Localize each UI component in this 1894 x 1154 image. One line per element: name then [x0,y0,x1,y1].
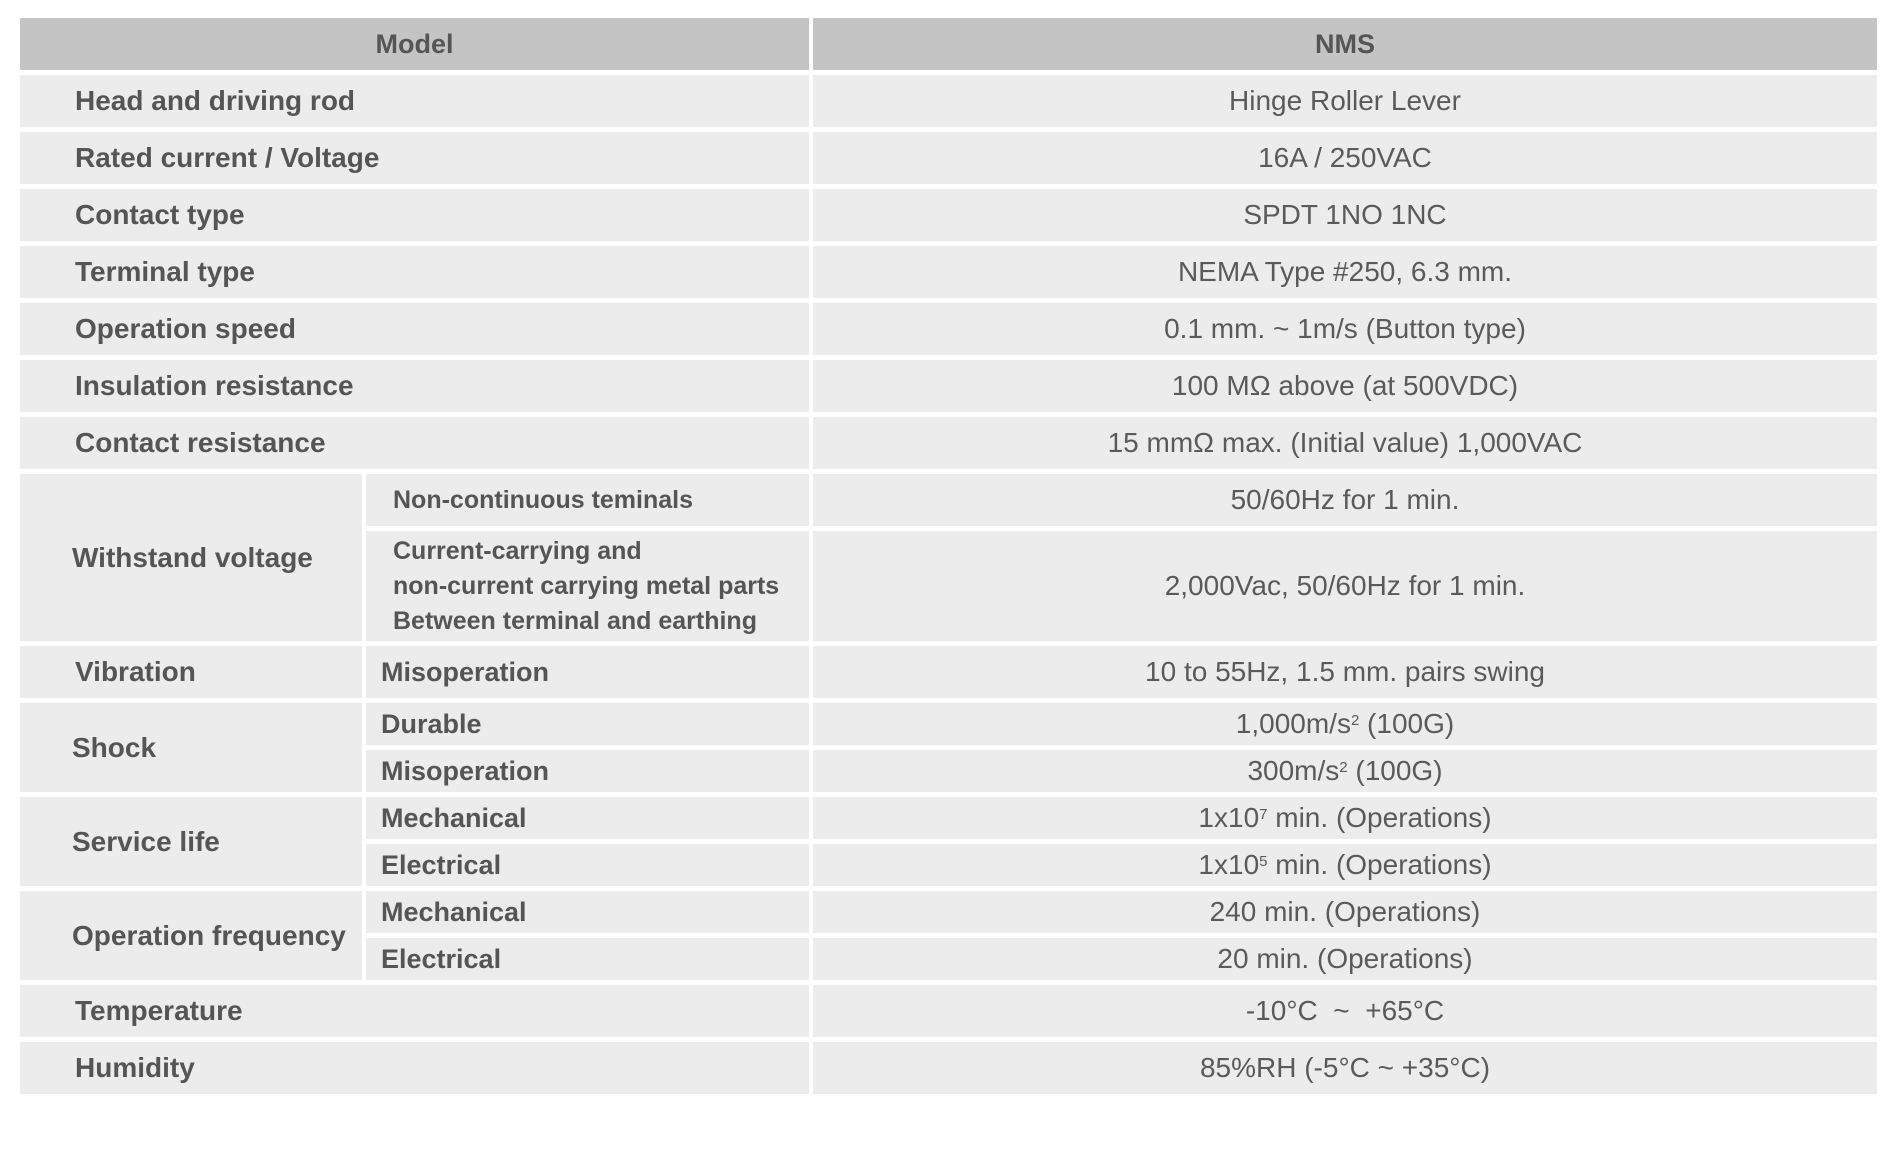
temperature-value: -10°C ~ +65°C [813,985,1877,1037]
row-label-contact-type: Contact type [20,189,809,241]
humidity-label: Humidity [20,1042,809,1094]
spec-table [20,18,1877,1094]
humidity-value: 85%RH (-5°C ~ +35°C) [813,1042,1877,1094]
service-life-mechanical-value-main: 1x10 [1198,802,1260,833]
row-label-insulation: Insulation resistance [20,360,809,412]
row-value-head: Hinge Roller Lever [813,75,1877,127]
shock-misoperation-exponent: 2 [1339,758,1348,776]
operation-frequency-mechanical-label: Mechanical [366,891,809,933]
row-value-terminal: NEMA Type #250, 6.3 mm. [813,246,1877,298]
withstand-sub2-line-2: non-current carrying metal parts [393,571,780,600]
row-label-speed: Operation speed [20,303,809,355]
operation-frequency-label: Operation frequency [20,891,362,980]
service-life-mechanical-label: Mechanical [366,797,809,839]
row-value-contact-resistance: 15 mmΩ max. (Initial value) 1,000VAC [813,417,1877,469]
withstand-sub2-value: 2,000Vac, 50/60Hz for 1 min. [813,531,1877,641]
vibration-sub-label: Misoperation [366,646,809,698]
vibration-label: Vibration [20,646,362,698]
header-model-label: Model [20,18,809,70]
row-value-insulation: 100 MΩ above (at 500VDC) [813,360,1877,412]
row-value-contact-type: SPDT 1NO 1NC [813,189,1877,241]
header-model-value: NMS [813,18,1877,70]
shock-misoperation-value [813,750,1877,792]
service-life-electrical-exponent: 5 [1259,852,1268,870]
shock-durable-value-main: 1,000m/s [1235,708,1351,739]
service-life-mechanical-value [813,797,1877,839]
row-label-head: Head and driving rod [20,75,809,127]
shock-durable-value [813,703,1877,745]
row-label-terminal: Terminal type [20,246,809,298]
service-life-mechanical-exponent: 7 [1259,805,1268,823]
shock-durable-exponent: 2 [1350,711,1360,729]
row-value-rated: 16A / 250VAC [813,132,1877,184]
shock-misoperation-value-suffix: (100G) [1347,755,1443,786]
service-life-electrical-value-main: 1x10 [1198,849,1260,880]
withstand-voltage-label: Withstand voltage [20,474,362,641]
service-life-electrical-value [813,844,1877,886]
operation-frequency-mechanical-value: 240 min. (Operations) [813,891,1877,933]
service-life-label: Service life [20,797,362,886]
withstand-sub1-value: 50/60Hz for 1 min. [813,474,1877,526]
vibration-value: 10 to 55Hz, 1.5 mm. pairs swing [813,646,1877,698]
shock-durable-value-suffix: (100G) [1359,708,1455,739]
shock-misoperation-label: Misoperation [366,750,809,792]
withstand-sub1-label: Non-continuous teminals [366,474,809,526]
operation-frequency-electrical-label: Electrical [366,938,809,980]
shock-misoperation-value-main: 300m/s [1247,755,1340,786]
service-life-electrical-label: Electrical [366,844,809,886]
withstand-sub2-line-1: Current-carrying and [393,536,642,565]
service-life-electrical-value-suffix: min. (Operations) [1267,849,1492,880]
shock-durable-label: Durable [366,703,809,745]
shock-label: Shock [20,703,362,792]
temperature-label: Temperature [20,985,809,1037]
row-label-contact-resistance: Contact resistance [20,417,809,469]
row-label-rated: Rated current / Voltage [20,132,809,184]
row-value-speed: 0.1 mm. ~ 1m/s (Button type) [813,303,1877,355]
withstand-sub2-label [366,531,809,641]
service-life-mechanical-value-suffix: min. (Operations) [1267,802,1492,833]
withstand-sub2-line-3: Between terminal and earthing [393,606,757,635]
operation-frequency-electrical-value: 20 min. (Operations) [813,938,1877,980]
